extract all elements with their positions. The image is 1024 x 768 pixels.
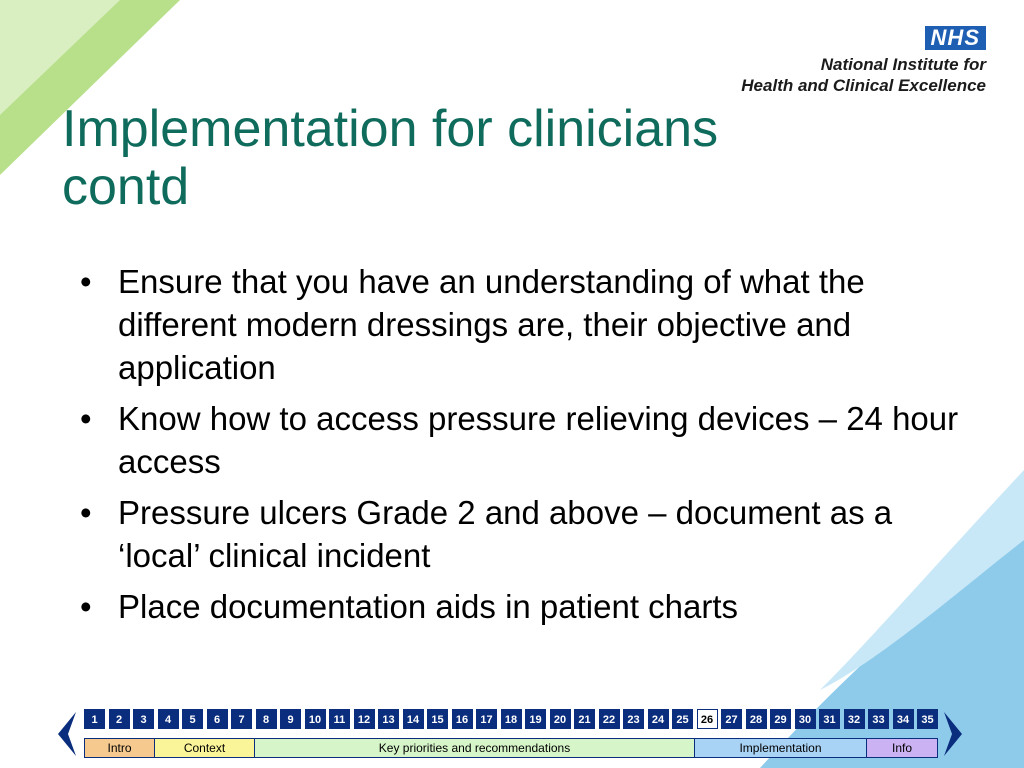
bullet-list — [80, 260, 980, 636]
slide-link[interactable]: 9 — [280, 709, 301, 729]
bullet-dot: • — [80, 588, 92, 625]
slide-link[interactable]: 22 — [599, 709, 620, 729]
bullet-dot: • — [80, 400, 92, 437]
nhs-badge: NHS — [925, 26, 986, 50]
slide-link[interactable]: 7 — [231, 709, 252, 729]
slide-link[interactable]: 13 — [378, 709, 399, 729]
section-link[interactable]: Intro — [85, 739, 155, 757]
bullet-item — [80, 585, 980, 628]
slide-link[interactable]: 14 — [403, 709, 424, 729]
bullet-dot: • — [80, 494, 92, 531]
slide-link[interactable]: 33 — [868, 709, 889, 729]
slide-link[interactable]: 18 — [501, 709, 522, 729]
section-links — [84, 738, 938, 758]
logo-line-1: National Institute for — [820, 55, 986, 74]
slide-link[interactable]: 15 — [427, 709, 448, 729]
bullet-text: Pressure ulcers Grade 2 and above – document as a ‘local’ clinical incident — [118, 494, 893, 574]
slide-link[interactable]: 25 — [672, 709, 693, 729]
bullet-text: Know how to access pressure relieving devices – 24 hour access — [118, 400, 959, 480]
slide-link[interactable]: 28 — [746, 709, 767, 729]
slide-link[interactable]: 20 — [550, 709, 571, 729]
slide-title — [62, 100, 922, 216]
slide-link[interactable]: 31 — [819, 709, 840, 729]
bullet-text: Ensure that you have an understanding of what the different modern dressings are, their objective and application — [118, 263, 865, 386]
section-link[interactable]: Key priorities and recommendations — [255, 739, 695, 757]
slide-link[interactable]: 11 — [329, 709, 350, 729]
slide-link[interactable]: 1 — [84, 709, 105, 729]
slide-link[interactable]: 6 — [207, 709, 228, 729]
bullet-dot: • — [80, 263, 92, 300]
slide-link[interactable]: 17 — [476, 709, 497, 729]
bullet-item — [80, 397, 980, 483]
slide-link[interactable]: 19 — [525, 709, 546, 729]
slide-link[interactable]: 2 — [109, 709, 130, 729]
slide-link[interactable]: 24 — [648, 709, 669, 729]
slide-title-line-2: contd — [62, 158, 190, 216]
slide-link-current[interactable]: 26 — [697, 709, 718, 729]
slide-link[interactable]: 21 — [574, 709, 595, 729]
slide-link[interactable]: 4 — [158, 709, 179, 729]
section-link[interactable]: Implementation — [695, 739, 867, 757]
section-link[interactable]: Info — [867, 739, 937, 757]
slide-link[interactable]: 30 — [795, 709, 816, 729]
bullet-item — [80, 491, 980, 577]
slide-number-links — [84, 709, 942, 731]
bullet-item — [80, 260, 980, 389]
slide-link[interactable]: 16 — [452, 709, 473, 729]
slide-link[interactable]: 23 — [623, 709, 644, 729]
bullet-text: Place documentation aids in patient charts — [118, 588, 739, 625]
previous-slide-arrow-icon[interactable] — [56, 712, 78, 756]
slide-link[interactable]: 32 — [844, 709, 865, 729]
slide-link[interactable]: 10 — [305, 709, 326, 729]
slide-link[interactable]: 12 — [354, 709, 375, 729]
slide-link[interactable]: 35 — [917, 709, 938, 729]
slide-link[interactable]: 5 — [182, 709, 203, 729]
slide-link[interactable]: 27 — [721, 709, 742, 729]
slide-link[interactable]: 34 — [893, 709, 914, 729]
slide-link[interactable]: 29 — [770, 709, 791, 729]
nhs-nice-logo — [741, 26, 986, 96]
logo-line-2: Health and Clinical Excellence — [741, 76, 986, 95]
next-slide-arrow-icon[interactable] — [942, 712, 964, 756]
section-link[interactable]: Context — [155, 739, 255, 757]
slide-link[interactable]: 8 — [256, 709, 277, 729]
slide-link[interactable]: 3 — [133, 709, 154, 729]
slide-title-line-1: Implementation for clinicians — [62, 100, 719, 158]
